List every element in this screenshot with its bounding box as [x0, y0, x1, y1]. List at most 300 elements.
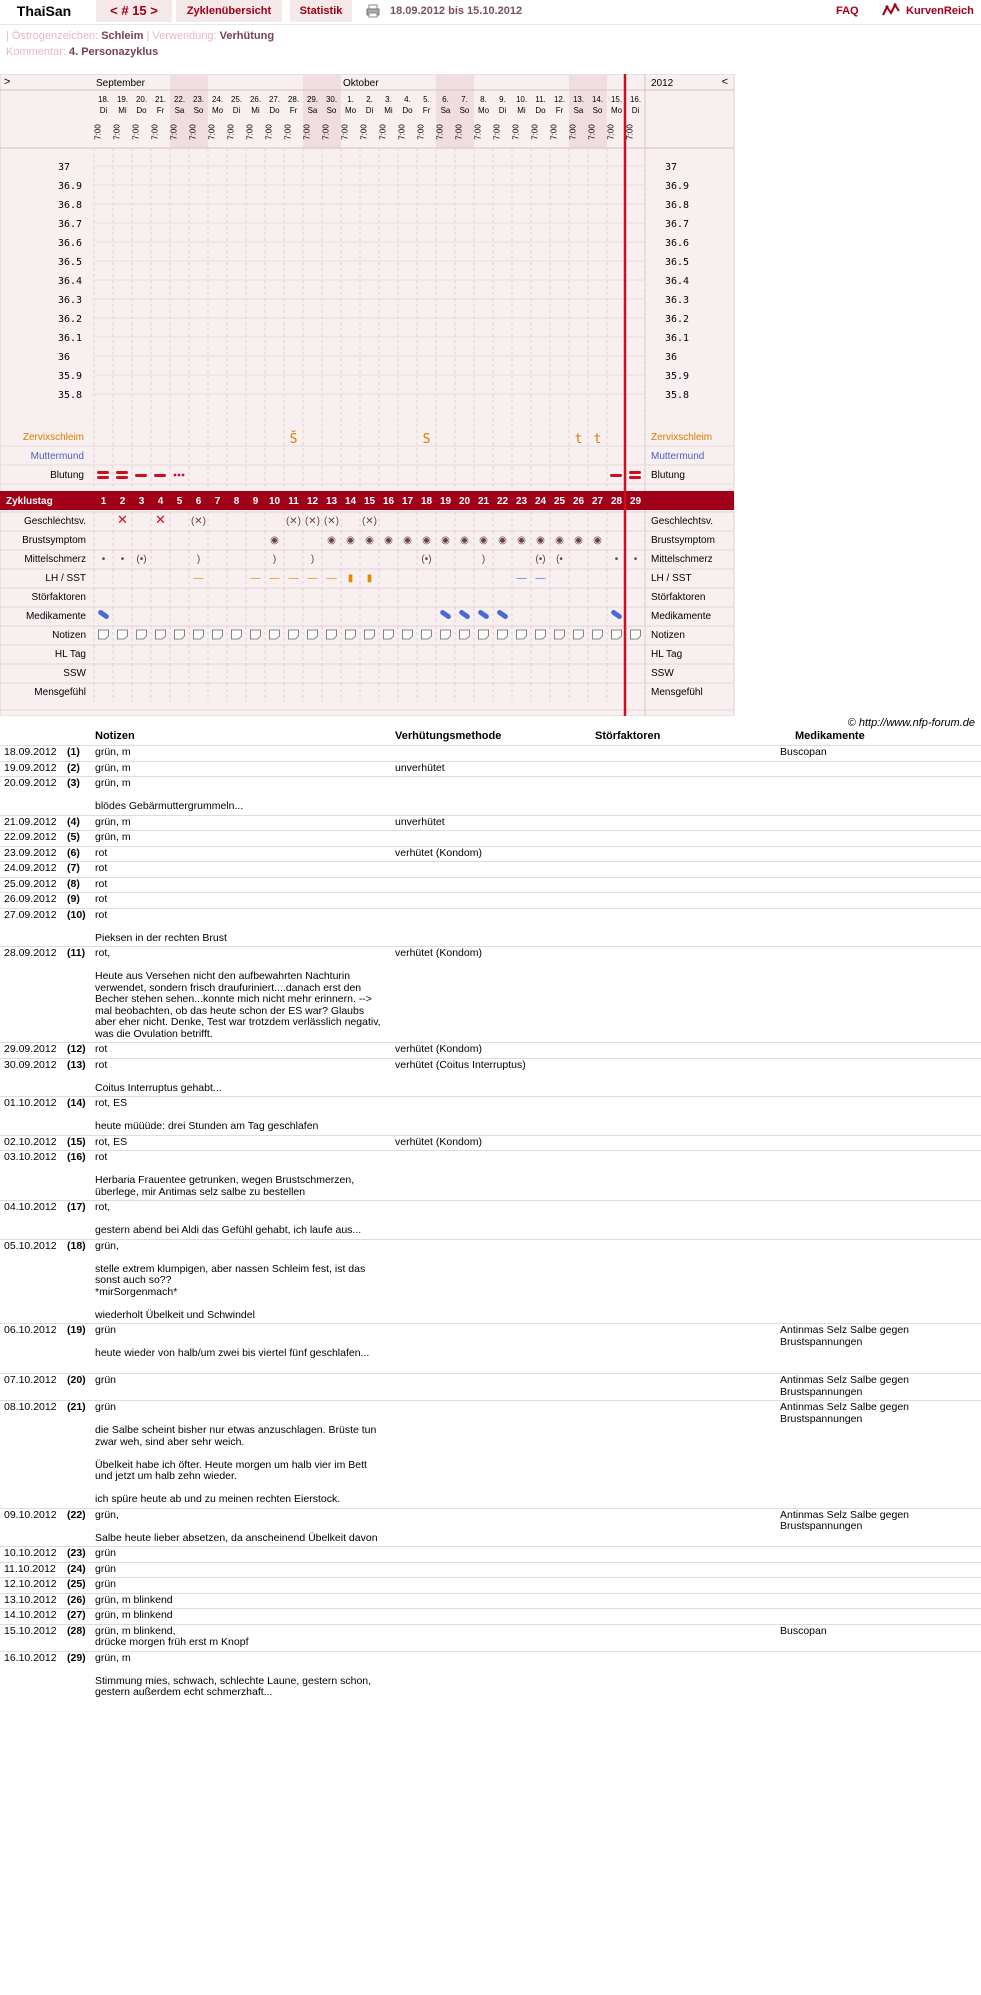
- note-text: grün, m blödes Gebärmuttergrummeln...: [95, 777, 244, 812]
- note-cycle-day: (12): [67, 1043, 86, 1055]
- symptom-mark: ): [272, 554, 277, 565]
- note-row: [0, 1042, 981, 1059]
- note-method: verhütet (Kondom): [395, 1135, 482, 1148]
- temperature-tick-right: 35.8: [665, 390, 690, 401]
- temperature-tick-right: 36.5: [665, 257, 690, 268]
- temperature-tick-right: 36.1: [665, 333, 690, 344]
- row-label: Störfaktoren: [31, 592, 86, 603]
- time-label: 7:00: [340, 124, 350, 140]
- bleeding-mark: [116, 476, 128, 479]
- note-cycle-day: (11): [67, 947, 86, 959]
- note-icon[interactable]: [346, 630, 356, 639]
- symptom-mark: ◉: [346, 535, 355, 546]
- symptom-mark: (✕): [285, 516, 302, 527]
- note-date: 11.10.2012: [4, 1562, 56, 1575]
- cycleday-number: 4: [157, 496, 164, 507]
- symptom-mark: ): [310, 554, 315, 565]
- symptom-mark: (•): [535, 554, 546, 565]
- temperature-tick-left: 36.4: [58, 276, 83, 287]
- day-number: 14.: [591, 95, 604, 104]
- bleeding-mark: [97, 471, 109, 474]
- temperature-tick-right: 36.2: [665, 314, 690, 325]
- cycleday-number: 24: [534, 496, 547, 507]
- note-row: [0, 846, 981, 863]
- note-text: rot: [95, 862, 108, 874]
- note-row: [0, 946, 981, 1043]
- note-text: grün heute wieder von halb/um zwei bis viertel fünf geschlafen...: [95, 1324, 370, 1359]
- note-date: 14.10.2012: [4, 1609, 57, 1621]
- symptom-mark: ◉: [441, 535, 450, 546]
- bleeding-mark: [116, 471, 128, 474]
- note-text: grün, stelle extrem klumpigen, aber nassen Schleim fest, ist das sonst auch so?? *mirSorgenmach* wiederholt Übelkeit und Schwindel: [95, 1239, 366, 1321]
- note-icon[interactable]: [308, 630, 318, 639]
- temperature-tick-right: 35.9: [665, 371, 690, 382]
- symptom-mark: ◉: [574, 535, 583, 546]
- note-text: grün: [95, 1578, 117, 1590]
- day-number: 16.: [629, 95, 642, 104]
- note-text: rot: [95, 846, 108, 859]
- note-cycle-day: (28): [67, 1624, 86, 1637]
- note-icon[interactable]: [460, 630, 470, 639]
- mucus-label-right: Zervixschleim: [651, 432, 713, 443]
- note-date: 20.09.2012: [4, 777, 57, 789]
- note-cycle-day: (2): [67, 761, 80, 774]
- note-icon[interactable]: [403, 630, 413, 639]
- note-date: 04.10.2012: [4, 1201, 57, 1213]
- note-cycle-day: (13): [67, 1058, 86, 1071]
- note-date: 05.10.2012: [4, 1239, 57, 1252]
- time-label: 7:00: [169, 124, 179, 140]
- temperature-tick-right: 36.3: [665, 295, 690, 306]
- time-label: 7:00: [359, 124, 369, 140]
- note-row: [0, 1546, 981, 1563]
- time-label: 7:00: [568, 124, 578, 140]
- day-number: 23.: [192, 95, 205, 104]
- bleeding-label: Blutung: [50, 470, 84, 481]
- symptom-mark: ◉: [593, 535, 602, 546]
- cycleday-number: 23: [515, 496, 528, 507]
- cycle-navigator[interactable]: < # 15 >: [96, 0, 172, 22]
- note-icon[interactable]: [422, 630, 432, 639]
- note-row: [0, 1651, 981, 1702]
- note-row: [0, 892, 981, 909]
- cycleday-number: 8: [233, 496, 240, 507]
- note-text: grün, m blinkend: [95, 1593, 173, 1606]
- symptom-mark: ◉: [365, 535, 374, 546]
- note-cycle-day: (27): [67, 1609, 86, 1621]
- note-text: rot, ES heute müüüde: drei Stunden am Tag geschlafen: [95, 1097, 319, 1132]
- note-method: verhütet (Coitus Interruptus): [395, 1058, 526, 1071]
- day-number: 4.: [404, 95, 411, 104]
- time-label: 7:00: [530, 124, 540, 140]
- weekday-label: Fr: [555, 106, 564, 115]
- note-row: [0, 1200, 981, 1240]
- symptom-mark: —: [326, 573, 337, 584]
- note-icon[interactable]: [270, 630, 280, 639]
- mucus-mark: S: [422, 432, 431, 447]
- temperature-tick-right: 36.6: [665, 238, 690, 249]
- time-label: 7:00: [283, 124, 293, 140]
- time-label: 7:00: [511, 124, 521, 140]
- note-text: grün: [95, 1547, 117, 1559]
- note-icon[interactable]: [289, 630, 299, 639]
- bleeding-mark: [610, 474, 622, 477]
- top-bar: [0, 0, 981, 25]
- note-text: rot: [95, 877, 108, 890]
- faq-link[interactable]: FAQ: [836, 5, 859, 17]
- row-label: Notizen: [52, 630, 86, 641]
- cycleday-number: 5: [176, 496, 183, 507]
- note-cycle-day: (6): [67, 846, 80, 859]
- weekday-label: Do: [535, 106, 546, 115]
- weekday-label: Mi: [251, 106, 260, 115]
- temperature-tick-left: 36.6: [58, 238, 83, 249]
- note-icon[interactable]: [327, 630, 337, 639]
- time-label: 7:00: [264, 124, 274, 140]
- cycleday-number: 9: [252, 496, 259, 507]
- symptom-mark: ✕: [117, 512, 128, 527]
- note-row: [0, 761, 981, 778]
- symptom-mark: ◉: [422, 535, 431, 546]
- month-label: Oktober: [343, 78, 379, 89]
- temperature-tick-right: 36.7: [665, 219, 690, 230]
- note-icon[interactable]: [251, 630, 261, 639]
- note-text: rot, gestern abend bei Aldi das Gefühl gehabt, ich laufe aus...: [95, 1201, 362, 1236]
- row-label: Mensgefühl: [34, 687, 86, 698]
- symptom-mark: (✕): [361, 516, 378, 527]
- note-icon[interactable]: [384, 630, 394, 639]
- note-cycle-day: (16): [67, 1151, 86, 1163]
- time-label: 7:00: [378, 124, 388, 140]
- cycleday-number: 1: [100, 496, 107, 507]
- temperature-tick-right: 36.4: [665, 276, 690, 287]
- symptom-mark: ): [196, 554, 201, 565]
- brand-name: ThaiSan: [16, 3, 72, 19]
- note-cycle-day: (1): [67, 746, 80, 758]
- note-date: 12.10.2012: [4, 1578, 57, 1590]
- note-row: [0, 1150, 981, 1201]
- comment-line: [6, 46, 158, 58]
- note-row: [0, 1508, 981, 1548]
- temperature-tick-left: 35.8: [58, 390, 83, 401]
- note-icon[interactable]: [536, 630, 546, 639]
- printer-icon[interactable]: [366, 4, 380, 18]
- note-date: 10.10.2012: [4, 1547, 57, 1559]
- symptom-mark: ◉: [479, 535, 488, 546]
- note-icon[interactable]: [441, 630, 451, 639]
- symptom-mark: —: [269, 573, 280, 584]
- day-number: 7.: [461, 95, 468, 104]
- row-label: Mittelschmerz: [24, 554, 86, 565]
- note-date: 21.09.2012: [4, 815, 57, 828]
- temperature-tick-left: 35.9: [58, 371, 83, 382]
- note-date: 29.09.2012: [4, 1043, 57, 1055]
- weekday-label: Di: [365, 106, 374, 115]
- note-text: grün, m: [95, 815, 131, 828]
- time-label: 7:00: [492, 124, 502, 140]
- cycleday-number: 2: [119, 496, 126, 507]
- header-disturb: Störfaktoren: [595, 730, 661, 742]
- note-icon[interactable]: [612, 630, 622, 639]
- day-number: 28.: [287, 95, 300, 104]
- symptom-mark: •: [633, 554, 638, 565]
- symptom-mark: ): [481, 554, 486, 565]
- note-row: [0, 1373, 981, 1401]
- note-icon[interactable]: [517, 630, 527, 639]
- row-label-right: HL Tag: [651, 649, 683, 660]
- note-cycle-day: (5): [67, 831, 80, 843]
- note-icon[interactable]: [479, 630, 489, 639]
- note-method: verhütet (Kondom): [395, 846, 482, 859]
- note-cycle-day: (26): [67, 1593, 86, 1606]
- row-label: HL Tag: [54, 649, 86, 660]
- cycleday-number: 26: [572, 496, 585, 507]
- note-icon[interactable]: [137, 630, 147, 639]
- note-icon[interactable]: [213, 630, 223, 639]
- note-cycle-day: (19): [67, 1324, 86, 1336]
- symptom-mark: —: [288, 573, 299, 584]
- day-number: 5.: [423, 95, 430, 104]
- note-icon[interactable]: [99, 630, 109, 639]
- note-cycle-day: (3): [67, 777, 80, 789]
- note-icon[interactable]: [498, 630, 508, 639]
- note-date: 27.09.2012: [4, 908, 57, 921]
- note-row: [0, 877, 981, 894]
- note-text: grün: [95, 1374, 117, 1386]
- header-method: Verhütungsmethode: [395, 730, 502, 742]
- cycleday-number: 25: [553, 496, 566, 507]
- symptom-mark: •: [101, 554, 106, 565]
- cervix-label: Muttermund: [30, 451, 84, 462]
- meta-line: [6, 30, 274, 42]
- note-icon[interactable]: [232, 630, 242, 639]
- day-number: 30.: [325, 95, 338, 104]
- symptom-mark: —: [535, 573, 546, 584]
- cycleday-number: 11: [288, 496, 299, 507]
- cervix-label-right: Muttermund: [651, 451, 705, 462]
- note-row: [0, 861, 981, 878]
- note-cycle-day: (10): [67, 908, 86, 921]
- weekday-label: So: [459, 106, 470, 115]
- weekday-label: Di: [498, 106, 507, 115]
- temperature-tick-left: 36.1: [58, 333, 83, 344]
- day-number: 6.: [442, 95, 449, 104]
- header-meds: Medikamente: [795, 730, 865, 742]
- day-number: 22.: [173, 95, 186, 104]
- day-number: 21.: [154, 95, 167, 104]
- note-row: [0, 908, 981, 948]
- note-date: 03.10.2012: [4, 1151, 57, 1163]
- day-number: 1.: [347, 95, 354, 104]
- note-text: grün, m blinkend, drücke morgen früh erst m Knopf: [95, 1624, 249, 1648]
- note-medication: Antinmas Selz Salbe gegen Brustspannungen: [780, 1374, 909, 1398]
- note-text: grün, m: [95, 831, 131, 843]
- note-date: 22.09.2012: [4, 831, 57, 843]
- time-label: 7:00: [397, 124, 407, 140]
- symptom-mark: ◉: [460, 535, 469, 546]
- cycleday-number: 12: [306, 496, 319, 507]
- note-date: 08.10.2012: [4, 1401, 57, 1413]
- note-date: 19.09.2012: [4, 761, 57, 774]
- symptom-mark: ◉: [327, 535, 336, 546]
- year-label: 2012: [651, 78, 674, 89]
- note-text: rot, ES: [95, 1135, 128, 1148]
- cycleday-number: 3: [138, 496, 145, 507]
- temperature-tick-left: 36.2: [58, 314, 83, 325]
- weekday-label: Di: [99, 106, 108, 115]
- temperature-tick-right: 36.8: [665, 200, 690, 211]
- day-number: 29.: [306, 95, 319, 104]
- note-icon[interactable]: [593, 630, 603, 639]
- note-medication: Buscopan: [780, 746, 827, 758]
- note-row: [0, 815, 981, 832]
- day-number: 13.: [572, 95, 585, 104]
- row-label-right: Geschlechtsv.: [651, 516, 714, 527]
- bleeding-mark: [629, 476, 641, 479]
- note-method: unverhütet: [395, 815, 445, 828]
- note-text: grün, m Stimmung mies, schwach, schlechte Laune, gestern schon, gestern außerdem echt schmerzhaft...: [95, 1651, 372, 1698]
- note-cycle-day: (8): [67, 877, 80, 890]
- symptom-mark: —: [307, 573, 318, 584]
- weekday-label: Do: [269, 106, 280, 115]
- note-text: rot Pieksen in der rechten Brust: [95, 908, 227, 944]
- symptom-mark: ◉: [517, 535, 526, 546]
- cycleday-number: 10: [268, 496, 281, 507]
- note-date: 15.10.2012: [4, 1624, 57, 1637]
- temperature-tick-right: 36.9: [665, 181, 690, 192]
- weekday-label: Mi: [118, 106, 127, 115]
- note-row: [0, 1239, 981, 1325]
- note-date: 26.09.2012: [4, 893, 57, 905]
- time-label: 7:00: [587, 124, 597, 140]
- usage-value: Verhütung: [219, 30, 275, 42]
- note-row: [0, 1400, 981, 1509]
- symptom-mark: (✕): [323, 516, 340, 527]
- day-number: 20.: [135, 95, 148, 104]
- note-icon[interactable]: [555, 630, 565, 639]
- note-row: [0, 776, 981, 816]
- note-cycle-day: (4): [67, 815, 80, 828]
- day-number: 26.: [249, 95, 262, 104]
- note-cycle-day: (29): [67, 1651, 86, 1664]
- estrogen-label: | Östrogenzeichen:: [6, 30, 99, 42]
- note-cycle-day: (14): [67, 1097, 86, 1109]
- note-text: grün, Salbe heute lieber absetzen, da anscheinend Übelkeit davon: [95, 1508, 378, 1544]
- row-label-right: Notizen: [651, 630, 685, 641]
- note-medication: Antinmas Selz Salbe gegen Brustspannungen: [780, 1508, 909, 1532]
- note-icon[interactable]: [194, 630, 204, 639]
- symptom-mark: —: [193, 573, 204, 584]
- note-date: 06.10.2012: [4, 1324, 57, 1336]
- note-icon[interactable]: [631, 630, 641, 639]
- bleeding-mark: [174, 474, 177, 477]
- note-row: [0, 1577, 981, 1594]
- note-text: rot Herbaria Frauentee getrunken, wegen Brustschmerzen, überlege, mir Antimas selz salbe zu bestellen: [95, 1151, 355, 1198]
- note-date: 30.09.2012: [4, 1058, 57, 1071]
- time-label: 7:00: [549, 124, 559, 140]
- temperature-tick-left: 36: [58, 352, 71, 363]
- day-number: 19.: [116, 95, 129, 104]
- weekday-label: Mo: [477, 106, 490, 115]
- symptom-mark: ◉: [498, 535, 507, 546]
- tab-statistics[interactable]: Statistik: [290, 0, 352, 22]
- cycleday-number: 7: [214, 496, 221, 507]
- note-icon[interactable]: [574, 630, 584, 639]
- symptom-mark: ◉: [384, 535, 393, 546]
- symptom-mark: ◉: [555, 535, 564, 546]
- symptom-mark: ✕: [155, 512, 166, 527]
- time-label: 7:00: [93, 124, 103, 140]
- temperature-tick-left: 36.8: [58, 200, 83, 211]
- note-row: [0, 1624, 981, 1652]
- row-label-right: Brustsymptom: [651, 535, 715, 546]
- bleeding-mark: [182, 474, 185, 477]
- bleeding-mark: [154, 474, 166, 477]
- weekday-label: So: [592, 106, 603, 115]
- note-row: [0, 1058, 981, 1098]
- mucus-mark: t: [593, 432, 602, 447]
- day-number: 15.: [610, 95, 623, 104]
- weekday-label: Fr: [422, 106, 431, 115]
- row-label: SSW: [63, 668, 86, 679]
- temperature-tick-left: 36.7: [58, 219, 83, 230]
- mucus-mark: t: [574, 432, 583, 447]
- temperature-tick-right: 36: [665, 352, 678, 363]
- note-text: rot, Heute aus Versehen nicht den aufbewahrten Nachturin verwendet, sondern frisch draufuriniert....danach erst den Becher stehen sehen...konnte mich nicht mehr erinnern. --> mal beobachten, ob das heute schon der ES war? Glaubs aber eher nicht. Denke, Test war trotzdem verlässlich negativ, was die Ovulation betrifft.: [95, 947, 381, 1040]
- note-icon[interactable]: [118, 630, 128, 639]
- bleeding-label-right: Blutung: [651, 470, 685, 481]
- cycleday-number: 29: [629, 496, 642, 507]
- day-number: 12.: [553, 95, 566, 104]
- day-number: 11.: [535, 95, 546, 104]
- comment-label: Kommentar:: [6, 46, 66, 58]
- temperature-tick-left: 36.3: [58, 295, 83, 306]
- row-label: Geschlechtsv.: [23, 516, 86, 527]
- note-date: 25.09.2012: [4, 877, 57, 890]
- note-date: 07.10.2012: [4, 1374, 57, 1386]
- logo-text[interactable]: KurvenReich: [906, 5, 974, 17]
- weekday-label: Di: [631, 106, 640, 115]
- note-row: [0, 1323, 981, 1374]
- cycleday-number: 18: [420, 496, 433, 507]
- bleeding-mark: [178, 474, 181, 477]
- symptom-mark: ▮: [347, 573, 354, 584]
- curve-logo-icon[interactable]: [882, 3, 900, 19]
- cycleday-number: 6: [195, 496, 202, 507]
- temperature-tick-right: 37: [665, 162, 678, 173]
- comment-value: 4. Personazyklus: [68, 46, 159, 58]
- time-label: 7:00: [188, 124, 198, 140]
- note-icon[interactable]: [175, 630, 185, 639]
- day-number: 2.: [366, 95, 373, 104]
- note-icon[interactable]: [365, 630, 375, 639]
- time-label: 7:00: [416, 124, 426, 140]
- cycleday-number: 20: [458, 496, 471, 507]
- weekday-label: Mo: [610, 106, 623, 115]
- usage-label: | Verwendung:: [146, 30, 217, 42]
- weekday-label: Fr: [156, 106, 165, 115]
- cycleday-number: 28: [610, 496, 623, 507]
- note-icon[interactable]: [156, 630, 166, 639]
- tab-cycle-overview[interactable]: Zyklenübersicht: [176, 0, 282, 22]
- note-medication: Antinmas Selz Salbe gegen Brustspannungen: [780, 1401, 909, 1425]
- day-number: 9.: [499, 95, 506, 104]
- symptom-mark: (✕): [190, 516, 207, 527]
- symptom-mark: ◉: [536, 535, 545, 546]
- weekday-label: Mo: [344, 106, 357, 115]
- cycleday-label: Zyklustag: [6, 496, 53, 507]
- time-label: 7:00: [454, 124, 464, 140]
